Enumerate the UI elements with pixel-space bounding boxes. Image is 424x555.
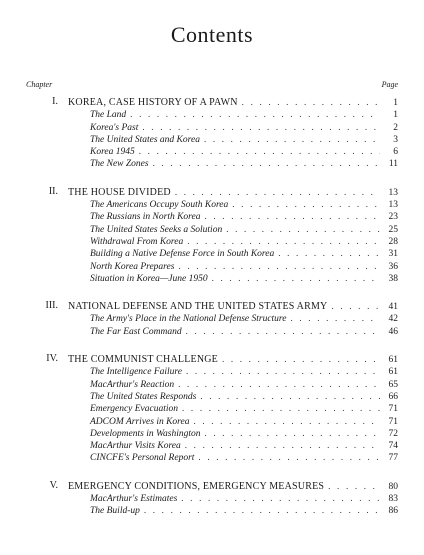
section-page: 23 — [388, 212, 398, 223]
section-entry[interactable] — [0, 223, 424, 235]
dot-leader — [175, 186, 380, 198]
dot-leader — [142, 121, 380, 133]
section-entry[interactable] — [0, 247, 424, 259]
section-entry[interactable] — [0, 260, 424, 272]
chapter-page: 1 — [393, 98, 398, 108]
dot-leader — [178, 378, 380, 390]
chapter-title: KOREA, CASE HISTORY OF A PAWN — [68, 97, 238, 108]
chapter-block — [0, 300, 424, 337]
section-title: Developments in Washington — [90, 428, 201, 439]
section-page: 71 — [388, 404, 398, 415]
dot-leader — [153, 157, 380, 169]
dot-leader — [130, 108, 380, 120]
section-title: The Americans Occupy South Korea — [90, 200, 229, 211]
section-page: 3 — [393, 134, 398, 145]
section-title: The Russians in North Korea — [90, 212, 201, 223]
section-page: 83 — [388, 494, 398, 505]
section-title: Emergency Evacuation — [90, 404, 179, 415]
section-entry[interactable] — [0, 121, 424, 133]
section-title: Building a Native Defense Force in South Korea — [90, 249, 275, 260]
section-title: The Intelligence Failure — [90, 367, 182, 378]
dot-leader — [222, 353, 380, 365]
section-page: 74 — [388, 441, 398, 452]
chapter-page: 41 — [388, 302, 398, 313]
section-title: Withdrawal From Korea — [90, 236, 184, 247]
section-entry[interactable] — [0, 235, 424, 247]
section-title: Korea 1945 — [90, 147, 135, 158]
section-page: 86 — [388, 506, 398, 517]
dot-leader — [204, 133, 380, 145]
section-page: 61 — [388, 367, 398, 378]
section-title: The Far East Command — [90, 326, 182, 337]
section-page: 77 — [388, 453, 398, 464]
chapter-block — [0, 186, 424, 284]
dot-leader — [331, 300, 380, 312]
chapter-page: 13 — [388, 187, 398, 198]
page-title: Contents — [170, 22, 254, 47]
dot-leader — [187, 235, 380, 247]
section-title: The Land — [90, 110, 127, 121]
section-entry[interactable] — [0, 390, 424, 402]
section-entry[interactable] — [0, 402, 424, 414]
section-title: MacArthur Visits Korea — [90, 441, 181, 452]
section-title: The Build-up — [90, 506, 140, 517]
dot-leader — [242, 96, 380, 108]
chapter-number: III. — [45, 300, 58, 312]
chapter-number: II. — [48, 185, 58, 197]
table-of-contents — [0, 96, 424, 533]
chapter-page: 80 — [388, 481, 398, 492]
dot-leader — [204, 427, 380, 439]
section-entry[interactable] — [0, 378, 424, 390]
chapter-block — [0, 96, 424, 170]
chapter-title: THE COMMUNIST CHALLENGE — [68, 354, 218, 366]
section-entry[interactable] — [0, 504, 424, 516]
section-title: MacArthur's Estimates — [90, 494, 178, 505]
section-page: 65 — [388, 379, 398, 390]
dot-leader — [205, 210, 381, 222]
section-entry[interactable] — [0, 415, 424, 427]
section-title: MacArthur's Reaction — [90, 379, 175, 390]
section-entry[interactable] — [0, 325, 424, 337]
dot-leader — [200, 390, 380, 402]
section-entry[interactable] — [0, 365, 424, 377]
section-title: North Korea Prepares — [90, 261, 175, 272]
section-page: 13 — [388, 200, 398, 211]
dot-leader — [144, 504, 380, 516]
chapter-number: V. — [49, 479, 58, 491]
chapter-entry[interactable] — [0, 186, 424, 198]
chapter-page: 61 — [388, 355, 398, 366]
section-title: CINCFE's Personal Report — [90, 453, 195, 464]
chapter-title: EMERGENCY CONDITIONS, EMERGENCY MEASURES — [68, 480, 325, 492]
section-page: 72 — [388, 428, 398, 439]
dot-leader — [198, 451, 380, 463]
section-page: 66 — [388, 391, 398, 402]
section-entry[interactable] — [0, 439, 424, 451]
dot-leader — [278, 247, 380, 259]
section-title: The United States and Korea — [90, 134, 200, 145]
section-entry[interactable] — [0, 312, 424, 324]
chapter-entry[interactable] — [0, 353, 424, 365]
section-entry[interactable] — [0, 451, 424, 463]
section-page: 42 — [388, 314, 398, 325]
section-page: 46 — [388, 326, 398, 337]
section-page: 36 — [388, 261, 398, 272]
chapter-title: THE HOUSE DIVIDED — [68, 186, 171, 198]
chapter-block — [0, 480, 424, 517]
chapter-entry[interactable] — [0, 480, 424, 492]
section-title: Korea's Past — [90, 122, 139, 133]
dot-leader — [291, 312, 381, 324]
dot-leader — [185, 439, 380, 451]
dot-leader — [193, 415, 380, 427]
section-title: Situation in Korea—June 1950 — [90, 273, 208, 284]
section-title: The United States Seeks a Solution — [90, 224, 223, 235]
dot-leader — [186, 325, 380, 337]
chapter-number: IV. — [46, 353, 58, 365]
section-title: The New Zones — [90, 159, 149, 170]
section-page: 2 — [393, 122, 398, 133]
dot-leader — [186, 365, 380, 377]
dot-leader — [226, 223, 380, 235]
section-page: 28 — [388, 236, 398, 247]
chapter-entry[interactable] — [0, 300, 424, 312]
section-entry[interactable] — [0, 210, 424, 222]
section-entry[interactable] — [0, 157, 424, 169]
page-column-label: Page — [381, 80, 398, 89]
section-page: 1 — [393, 110, 398, 121]
section-page: 11 — [388, 159, 398, 170]
section-title: The United States Responds — [90, 391, 197, 402]
section-entry[interactable] — [0, 108, 424, 120]
dot-leader — [212, 272, 380, 284]
dot-leader — [182, 402, 380, 414]
chapter-title: NATIONAL DEFENSE AND THE UNITED STATES ARMY — [68, 301, 328, 313]
dot-leader — [328, 480, 380, 492]
dot-leader — [181, 492, 380, 504]
section-page: 71 — [388, 416, 398, 427]
dot-leader — [139, 145, 380, 157]
section-entry[interactable] — [0, 133, 424, 145]
dot-leader — [178, 260, 380, 272]
section-entry[interactable] — [0, 145, 424, 157]
section-entry[interactable] — [0, 427, 424, 439]
section-entry[interactable] — [0, 198, 424, 210]
section-page: 25 — [388, 224, 398, 235]
chapter-entry[interactable] — [0, 96, 424, 108]
dot-leader — [232, 198, 380, 210]
section-title: The Army's Place in the National Defense Structure — [90, 314, 287, 325]
section-page: 6 — [393, 147, 398, 158]
chapter-block — [0, 353, 424, 464]
section-entry[interactable] — [0, 272, 424, 284]
chapter-column-label: Chapter — [26, 80, 53, 89]
section-page: 31 — [388, 249, 398, 260]
section-entry[interactable] — [0, 492, 424, 504]
section-page: 38 — [388, 273, 398, 284]
section-title: ADCOM Arrives in Korea — [90, 416, 190, 427]
chapter-number: I. — [52, 96, 58, 107]
